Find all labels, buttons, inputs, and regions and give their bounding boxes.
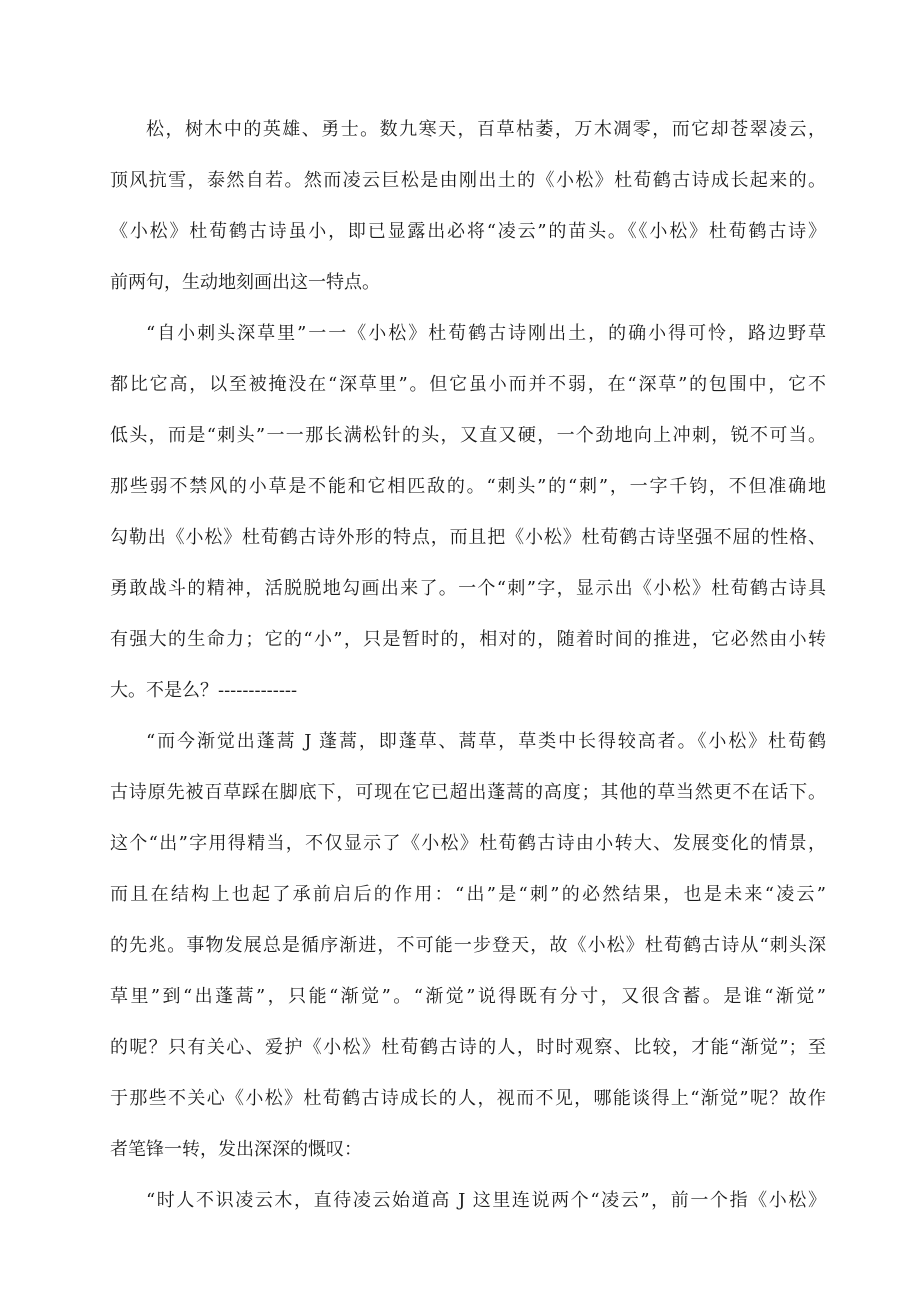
text-line: 者笔锋一转，发出深深的慨叹： xyxy=(110,1139,362,1160)
text-line: 松，树木中的英雄、勇士。数九寒天，百草枯萎，万木凋零，而它却苍翠凌云， xyxy=(146,119,826,140)
text-line: “而今渐觉出蓬蒿 J 蓬蒿，即蓬草、蒿草，草类中长得较高者。《小松》杜荀鹤 xyxy=(146,731,826,752)
text-line: 草里”到“出蓬蒿”，只能“渐觉”。“渐觉”说得既有分寸，又很含蓄。是谁“渐觉” xyxy=(110,986,826,1007)
text-line: 顶风抗雪，泰然自若。然而凌云巨松是由刚出土的《小松》杜荀鹤古诗成长起来的。 xyxy=(110,170,826,191)
text-line: 大。不是么？------------- xyxy=(110,680,298,701)
paragraph-4 xyxy=(110,1175,826,1226)
paragraph-3 xyxy=(110,716,826,1175)
text-line: 勇敢战斗的精神，活脱脱地勾画出来了。一个“刺”字，显示出《小松》杜荀鹤古诗具 xyxy=(110,578,826,599)
text-line: 都比它高，以至被掩没在“深草里”。但它虽小而并不弱，在“深草”的包围中，它不 xyxy=(110,374,826,395)
text-line: 那些弱不禁风的小草是不能和它相匹敌的。“刺头”的“刺”，一字千钧，不但准确地 xyxy=(110,476,826,497)
paragraph-2 xyxy=(110,308,826,716)
text-line: 勾勒出《小松》杜荀鹤古诗外形的特点，而且把《小松》杜荀鹤古诗坚强不屈的性格、 xyxy=(110,527,826,548)
text-line: 而且在结构上也起了承前启后的作用：“出”是“刺”的必然结果，也是未来“凌云” xyxy=(110,884,826,905)
text-line: 低头，而是“刺头”一一那长满松针的头，又直又硬，一个劲地向上冲刺，锐不可当。 xyxy=(110,425,826,446)
text-line: 的呢？只有关心、爱护《小松》杜荀鹤古诗的人，时时观察、比较，才能“渐觉”；至 xyxy=(110,1037,826,1058)
text-line: 的先兆。事物发展总是循序渐进，不可能一步登天，故《小松》杜荀鹤古诗从“刺头深 xyxy=(110,935,826,956)
document-page xyxy=(110,104,826,1226)
text-line: “自小刺头深草里”一一《小松》杜荀鹤古诗刚出土，的确小得可怜，路边野草 xyxy=(146,323,826,344)
text-line: 前两句，生动地刻画出这一特点。 xyxy=(110,272,380,293)
text-line: 这个“出”字用得精当，不仅显示了《小松》杜荀鹤古诗由小转大、发展变化的情景， xyxy=(110,833,826,854)
text-line: 《小松》杜荀鹤古诗虽小，即已显露出必将“凌云”的苗头。《《小松》杜荀鹤古诗》 xyxy=(110,221,826,242)
text-line: 古诗原先被百草踩在脚底下，可现在它已超出蓬蒿的高度；其他的草当然更不在话下。 xyxy=(110,782,826,803)
text-line: “时人不识凌云木，直待凌云始道高 J 这里连说两个“凌云”，前一个指《小松》 xyxy=(146,1190,826,1211)
text-line: 有强大的生命力；它的“小”，只是暂时的，相对的，随着时间的推进，它必然由小转 xyxy=(110,629,826,650)
paragraph-1 xyxy=(110,104,826,308)
text-line: 于那些不关心《小松》杜荀鹤古诗成长的人，视而不见，哪能谈得上“渐觉”呢？故作 xyxy=(110,1088,826,1109)
